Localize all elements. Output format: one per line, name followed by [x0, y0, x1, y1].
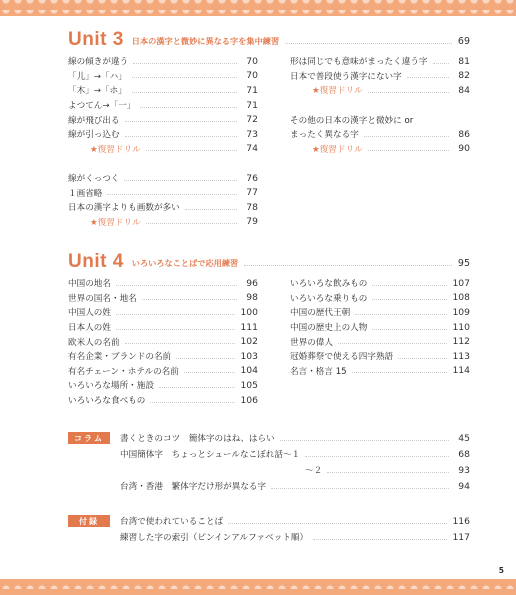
- toc-entry-title: ★復習ドリル: [312, 144, 363, 155]
- toc-entry-title: 「儿」→「ハ」: [68, 71, 127, 82]
- toc-entry-title: 形は同じでも意味がまったく違う字: [290, 57, 428, 68]
- dot-leader: [372, 299, 447, 300]
- toc-entry-page: 70: [246, 55, 258, 67]
- toc-entry-title: 中国の地名: [68, 279, 111, 290]
- toc-entry[interactable]: [120, 430, 470, 446]
- dot-leader: [132, 92, 237, 93]
- dot-leader: [364, 136, 449, 137]
- unit3-right-column: [290, 54, 470, 156]
- toc-entry-title: 日本の漢字よりも画数が多い: [68, 203, 180, 214]
- toc-entry[interactable]: [68, 69, 258, 84]
- toc-entry-title: 名言・格言 15: [290, 366, 347, 377]
- toc-entry-page: 45: [458, 432, 470, 444]
- dot-leader: [407, 77, 449, 78]
- toc-entry-page: 70: [246, 70, 258, 82]
- toc-entry-page: 116: [452, 515, 470, 527]
- dot-leader: [372, 329, 447, 330]
- dot-leader: [146, 150, 237, 151]
- spacer: [290, 98, 470, 113]
- toc-entry[interactable]: [68, 320, 258, 335]
- toc-entry-page: 114: [452, 365, 470, 377]
- dot-leader: [372, 285, 447, 286]
- toc-drill-entry[interactable]: [68, 215, 258, 230]
- toc-entry[interactable]: [68, 393, 258, 408]
- dot-leader: [368, 92, 449, 93]
- toc-entry-title: 書くときのコツ 簡体字のはね、はらい: [120, 434, 275, 444]
- toc-entry[interactable]: [68, 54, 258, 69]
- toc-entry-page: 98: [246, 292, 258, 304]
- toc-entry-page: 106: [240, 394, 258, 406]
- toc-entry[interactable]: [68, 334, 258, 349]
- toc-entry[interactable]: [68, 98, 258, 113]
- dot-leader: [116, 285, 237, 286]
- toc-entry-title: 「木」→「ホ」: [68, 86, 127, 97]
- dot-leader: [368, 150, 449, 151]
- spacer: [68, 156, 258, 171]
- dot-leader: [244, 265, 452, 266]
- toc-entry-title: 日本で普段使う漢字にない字: [290, 71, 402, 82]
- toc-entry[interactable]: [290, 320, 470, 335]
- toc-entry-page: 77: [246, 187, 258, 199]
- toc-entry[interactable]: [290, 364, 470, 379]
- toc-entry-page: 100: [240, 306, 258, 318]
- toc-entry-title: いろいろな場所・施設: [68, 381, 154, 392]
- toc-entry-title: 練習した字の索引（ピンインアルファベット順）: [120, 533, 309, 543]
- unit4-left-column: [68, 276, 258, 407]
- toc-entry[interactable]: [290, 305, 470, 320]
- toc-entry-title: ★復習ドリル: [90, 217, 141, 228]
- toc-entry-page: 107: [452, 277, 470, 289]
- dot-leader: [133, 63, 237, 64]
- unit3-left-column: [68, 54, 258, 229]
- toc-entry-page: 94: [458, 480, 470, 492]
- toc-entry-title: まったく異なる字: [290, 130, 359, 141]
- toc-entry[interactable]: [68, 83, 258, 98]
- toc-entry[interactable]: [290, 127, 470, 142]
- toc-entry[interactable]: [120, 529, 470, 545]
- toc-entry-page: 103: [240, 350, 258, 362]
- toc-entry-page: 112: [452, 336, 470, 348]
- toc-entry-title: 中国人の姓: [68, 308, 111, 319]
- dot-leader: [140, 107, 237, 108]
- toc-entry[interactable]: [290, 112, 470, 127]
- toc-entry-page: 110: [452, 321, 470, 333]
- toc-entry-title: 線が飛び出る: [68, 115, 120, 126]
- toc-entry-page: 79: [246, 216, 258, 228]
- dot-leader: [352, 372, 448, 373]
- toc-entry[interactable]: [68, 127, 258, 142]
- dot-leader: [338, 343, 447, 344]
- toc-entry-page: 81: [458, 55, 470, 67]
- dot-leader: [142, 299, 237, 300]
- dot-leader: [132, 77, 237, 78]
- toc-entry-page: 76: [246, 172, 258, 184]
- unit3-header[interactable]: [68, 30, 470, 50]
- appendix-list: [120, 513, 470, 545]
- toc-entry[interactable]: [68, 276, 258, 291]
- toc-entry-title: ～２: [305, 466, 323, 476]
- toc-entry-page: 108: [452, 292, 470, 304]
- toc-entry-page: 96: [246, 277, 258, 289]
- unit4-page: 95: [457, 257, 470, 269]
- toc-drill-entry[interactable]: [68, 142, 258, 157]
- toc-entry-title: １画省略: [68, 188, 103, 199]
- toc-entry-title: 日本人の姓: [68, 323, 111, 334]
- toc-entry-title: 中国の歴代王朝: [290, 308, 351, 319]
- dot-leader: [355, 314, 447, 315]
- column-list: [120, 430, 470, 494]
- dot-leader: [125, 121, 237, 122]
- bottom-decorative-band: [0, 579, 516, 595]
- toc-entry-page: 104: [240, 365, 258, 377]
- toc-entry-title: いろいろな飲みもの: [290, 279, 368, 290]
- toc-drill-entry[interactable]: [290, 83, 470, 98]
- toc-entry-title: 台湾で使われていることば: [120, 517, 224, 527]
- dot-leader: [280, 440, 449, 441]
- toc-entry-page: 117: [452, 531, 470, 543]
- toc-entry[interactable]: [290, 54, 470, 69]
- column-badge: コラム: [68, 432, 110, 444]
- toc-entry-title: 線が引っ込む: [68, 130, 120, 141]
- appendix-badge: 付録: [68, 515, 110, 527]
- unit3-subtitle: 日本の漢字と微妙に異なる字を集中練習: [131, 35, 280, 46]
- toc-entry[interactable]: [120, 478, 470, 494]
- toc-entry-page: 78: [246, 201, 258, 213]
- page-number: 5: [498, 566, 504, 575]
- toc-entry-title: 中国の歴史上の人物: [290, 323, 368, 334]
- toc-entry-page: 93: [458, 464, 470, 476]
- toc-entry[interactable]: [290, 349, 470, 364]
- unit3-page: 69: [457, 35, 470, 47]
- dot-leader: [228, 523, 447, 524]
- dot-leader: [176, 358, 235, 359]
- toc-entry-title: ★復習ドリル: [90, 144, 141, 155]
- toc-drill-entry[interactable]: [290, 142, 470, 157]
- dot-leader: [116, 314, 235, 315]
- dot-leader: [327, 472, 449, 473]
- unit4-title: Unit 4: [68, 251, 124, 272]
- toc-entry-title: 世界の偉人: [290, 337, 333, 348]
- toc-entry-title: 台湾・香港 繁体字だけ形が異なる字: [120, 482, 267, 492]
- toc-entry-title: 線がくっつく: [68, 174, 120, 185]
- toc-entry[interactable]: [68, 185, 258, 200]
- unit4-right-column: [290, 276, 470, 378]
- dot-leader: [146, 223, 237, 224]
- toc-entry[interactable]: [68, 291, 258, 306]
- toc-entry-title: 有名チェーン・ホテルの名前: [68, 366, 179, 377]
- dot-leader: [107, 194, 237, 195]
- toc-entry[interactable]: [68, 349, 258, 364]
- toc-entry-page: 74: [246, 143, 258, 155]
- toc-entry-page: 113: [452, 350, 470, 362]
- toc-entry[interactable]: [290, 276, 470, 291]
- toc-entry[interactable]: [120, 446, 470, 462]
- toc-entry-title: 中国簡体字 ちょっとシュールなこぼれ話～１: [120, 450, 301, 460]
- dot-leader: [398, 358, 447, 359]
- top-decorative-band: [0, 0, 516, 16]
- unit4-header[interactable]: [68, 252, 470, 272]
- toc-entry-page: 71: [246, 84, 258, 96]
- dot-leader: [150, 402, 235, 403]
- toc-entry-page: 109: [452, 306, 470, 318]
- toc-entry-title: 線の傾きが違う: [68, 57, 129, 68]
- toc-entry-page: 82: [458, 70, 470, 82]
- toc-entry[interactable]: [120, 462, 470, 478]
- toc-entry-title: ★復習ドリル: [312, 86, 363, 97]
- dot-leader: [285, 43, 452, 44]
- dot-leader: [305, 456, 449, 457]
- dot-leader: [116, 329, 235, 330]
- toc-entry-title: 欧米人の名前: [68, 337, 120, 348]
- toc-entry-title: その他の日本の漢字と微妙に or: [290, 115, 414, 126]
- toc-entry-title: 世界の国名・地名: [68, 293, 137, 304]
- toc-entry[interactable]: [290, 334, 470, 349]
- dot-leader: [159, 387, 236, 388]
- unit4-subtitle: いろいろなことばで応用練習: [131, 257, 239, 268]
- toc-entry[interactable]: [68, 112, 258, 127]
- toc-entry-page: 111: [240, 321, 258, 333]
- unit3-title: Unit 3: [68, 29, 124, 50]
- toc-entry-title: よつてん→「一」: [68, 101, 136, 112]
- toc-entry[interactable]: [290, 291, 470, 306]
- toc-entry[interactable]: [68, 305, 258, 320]
- toc-entry-page: 68: [458, 448, 470, 460]
- toc-entry-title: 有名企業・ブランドの名前: [68, 352, 172, 363]
- toc-entry-title: 冠婚葬祭で使える四字熟語: [290, 352, 394, 363]
- toc-entry-title: いろいろな乗りもの: [290, 293, 368, 304]
- toc-entry[interactable]: [68, 378, 258, 393]
- dot-leader: [125, 343, 236, 344]
- dot-leader: [185, 209, 237, 210]
- dot-leader: [184, 372, 236, 373]
- dot-leader: [433, 63, 449, 64]
- dot-leader: [271, 488, 449, 489]
- toc-entry[interactable]: [68, 200, 258, 215]
- toc-entry[interactable]: [68, 364, 258, 379]
- toc-entry-page: 84: [458, 84, 470, 96]
- toc-entry-page: 71: [246, 99, 258, 111]
- dot-leader: [313, 539, 447, 540]
- toc-entry-page: 102: [240, 336, 258, 348]
- toc-entry-page: 73: [246, 128, 258, 140]
- toc-entry-page: 90: [458, 143, 470, 155]
- dot-leader: [125, 136, 237, 137]
- toc-entry-title: いろいろな食べもの: [68, 396, 146, 407]
- toc-entry[interactable]: [68, 171, 258, 186]
- toc-entry-page: 72: [246, 114, 258, 126]
- toc-entry-page: 86: [458, 128, 470, 140]
- toc-entry[interactable]: [120, 513, 470, 529]
- dot-leader: [124, 180, 237, 181]
- toc-entry-page: 105: [240, 379, 258, 391]
- toc-entry[interactable]: [290, 69, 470, 84]
